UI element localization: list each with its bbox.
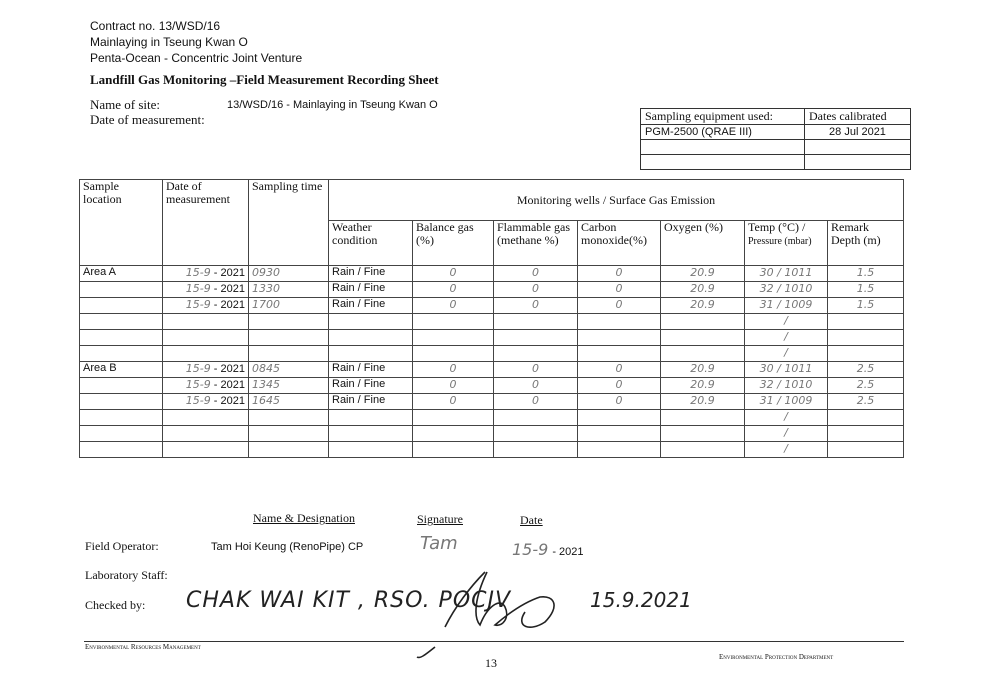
temp-slash: / <box>745 330 828 346</box>
project-name: Mainlaying in Tseung Kwan O <box>90 35 248 49</box>
date-cell: 15-9 - 2021 <box>163 282 249 298</box>
equipment-table <box>640 108 911 170</box>
header-carbon-monoxide: Carbon monoxide(%) <box>578 221 661 266</box>
time-cell: 0845 <box>249 362 329 378</box>
depth-cell: 1.5 <box>828 282 904 298</box>
flammable-cell: 0 <box>494 378 578 394</box>
balance-cell: 0 <box>413 378 494 394</box>
balance-cell: 0 <box>413 362 494 378</box>
temp-slash: / <box>745 410 828 426</box>
table-row <box>80 394 904 410</box>
field-operator-name: Tam Hoi Keung (RenoPipe) CP <box>211 541 364 553</box>
header-weather: Weather condition <box>329 221 413 266</box>
table-row <box>80 346 904 362</box>
calibration-date: 28 Jul 2021 <box>805 125 911 140</box>
co-cell: 0 <box>578 394 661 410</box>
flammable-cell: 0 <box>494 298 578 314</box>
header-date: Date of measurement <box>163 180 249 266</box>
oxygen-cell: 20.9 <box>661 362 745 378</box>
temp-cell: 30 / 1011 <box>745 362 828 378</box>
balance-cell: 0 <box>413 266 494 282</box>
equipment-empty-cell <box>805 155 911 170</box>
field-operator-signature: Tam <box>420 533 458 554</box>
time-cell: 0930 <box>249 266 329 282</box>
oxygen-cell: 20.9 <box>661 298 745 314</box>
field-operator-date: 15-9 - 2021 <box>512 540 584 559</box>
balance-cell: 0 <box>413 282 494 298</box>
area-b-label: Area B <box>80 362 163 378</box>
footer-divider <box>84 641 904 642</box>
temp-cell: 32 / 1010 <box>745 282 828 298</box>
weather-cell: Rain / Fine <box>329 378 413 394</box>
oxygen-cell: 20.9 <box>661 266 745 282</box>
temp-slash: / <box>745 426 828 442</box>
header-sample-location: Sample location <box>80 180 163 266</box>
equipment-header: Sampling equipment used: <box>641 109 805 125</box>
time-cell: 1330 <box>249 282 329 298</box>
measurement-date-label: Date of measurement: <box>90 112 205 127</box>
weather-cell: Rain / Fine <box>329 362 413 378</box>
flammable-cell: 0 <box>494 266 578 282</box>
temp-cell: 31 / 1009 <box>745 298 828 314</box>
oxygen-cell: 20.9 <box>661 394 745 410</box>
temp-slash: / <box>745 442 828 458</box>
area-a-label: Area A <box>80 266 163 282</box>
checked-by-label: Checked by: <box>85 598 146 612</box>
temp-cell: 31 / 1009 <box>745 394 828 410</box>
balance-cell: 0 <box>413 298 494 314</box>
contract-number: Contract no. 13/WSD/16 <box>90 19 221 33</box>
equipment-empty-cell <box>641 140 805 155</box>
co-cell: 0 <box>578 362 661 378</box>
depth-cell: 2.5 <box>828 378 904 394</box>
right-footer: Environmental Protection Department <box>719 653 834 661</box>
header-temp: Temp (°C) / <box>748 220 806 234</box>
left-footer: Environmental Resources Management <box>85 643 201 651</box>
header-time: Sampling time <box>249 180 329 266</box>
table-row <box>80 298 904 314</box>
table-row <box>80 282 904 298</box>
header-flammable-gas: Flammable gas (methane %) <box>494 221 578 266</box>
empty-cell <box>80 394 163 410</box>
balance-cell: 0 <box>413 394 494 410</box>
co-cell: 0 <box>578 282 661 298</box>
co-cell: 0 <box>578 266 661 282</box>
col-name-designation: Name & Designation <box>253 511 355 525</box>
site-name-label: Name of site: <box>90 97 161 112</box>
depth-cell: 2.5 <box>828 362 904 378</box>
table-row <box>80 266 904 282</box>
time-cell: 1645 <box>249 394 329 410</box>
weather-cell: Rain / Fine <box>329 282 413 298</box>
empty-cell <box>80 378 163 394</box>
field-operator-label: Field Operator: <box>85 539 159 553</box>
temp-slash: / <box>745 314 828 330</box>
header-temp-pressure <box>745 221 828 266</box>
sheet-title: Landfill Gas Monitoring –Field Measurement Recording Sheet <box>90 72 439 87</box>
checked-by-name: CHAK WAI KIT , RSO. POCJV <box>186 588 512 613</box>
header-pressure: Pressure (mbar) <box>748 236 812 247</box>
flammable-cell: 0 <box>494 394 578 410</box>
temp-cell: 30 / 1011 <box>745 266 828 282</box>
temp-slash: / <box>745 346 828 362</box>
table-row <box>80 442 904 458</box>
flammable-cell: 0 <box>494 362 578 378</box>
col-signature: Signature <box>417 512 463 526</box>
weather-cell: Rain / Fine <box>329 394 413 410</box>
calibrated-header: Dates calibrated <box>805 109 911 125</box>
site-name-value: 13/WSD/16 - Mainlaying in Tseung Kwan O <box>227 99 438 111</box>
flammable-cell: 0 <box>494 282 578 298</box>
date-cell: 15-9 - 2021 <box>163 298 249 314</box>
col-date: Date <box>520 513 543 527</box>
table-row <box>80 314 904 330</box>
table-row <box>80 426 904 442</box>
empty-cell <box>80 298 163 314</box>
table-row <box>80 330 904 346</box>
equipment-name: PGM-2500 (QRAE III) <box>641 125 805 140</box>
table-row <box>80 410 904 426</box>
contractor-name: Penta-Ocean - Concentric Joint Venture <box>90 51 303 65</box>
checked-by-date: 15.9.2021 <box>590 588 692 612</box>
depth-cell: 1.5 <box>828 298 904 314</box>
empty-cell <box>80 282 163 298</box>
lab-staff-label: Laboratory Staff: <box>85 568 168 582</box>
date-cell: 15-9 - 2021 <box>163 266 249 282</box>
header-balance-gas: Balance gas (%) <box>413 221 494 266</box>
date-cell: 15-9 - 2021 <box>163 362 249 378</box>
time-cell: 1345 <box>249 378 329 394</box>
header-monitoring-group: Monitoring wells / Surface Gas Emission <box>329 180 904 221</box>
co-cell: 0 <box>578 298 661 314</box>
checker-signature <box>415 567 570 662</box>
header-remark-depth: Remark Depth (m) <box>828 221 904 266</box>
measurement-table <box>79 179 904 458</box>
date-cell: 15-9 - 2021 <box>163 378 249 394</box>
temp-cell: 32 / 1010 <box>745 378 828 394</box>
oxygen-cell: 20.9 <box>661 282 745 298</box>
equipment-empty-cell <box>641 155 805 170</box>
equipment-empty-cell <box>805 140 911 155</box>
table-row <box>80 362 904 378</box>
table-row <box>80 378 904 394</box>
time-cell: 1700 <box>249 298 329 314</box>
depth-cell: 1.5 <box>828 266 904 282</box>
page-number: 13 <box>485 656 497 670</box>
oxygen-cell: 20.9 <box>661 378 745 394</box>
date-cell: 15-9 - 2021 <box>163 394 249 410</box>
weather-cell: Rain / Fine <box>329 298 413 314</box>
weather-cell: Rain / Fine <box>329 266 413 282</box>
depth-cell: 2.5 <box>828 394 904 410</box>
co-cell: 0 <box>578 378 661 394</box>
header-oxygen: Oxygen (%) <box>661 221 745 266</box>
